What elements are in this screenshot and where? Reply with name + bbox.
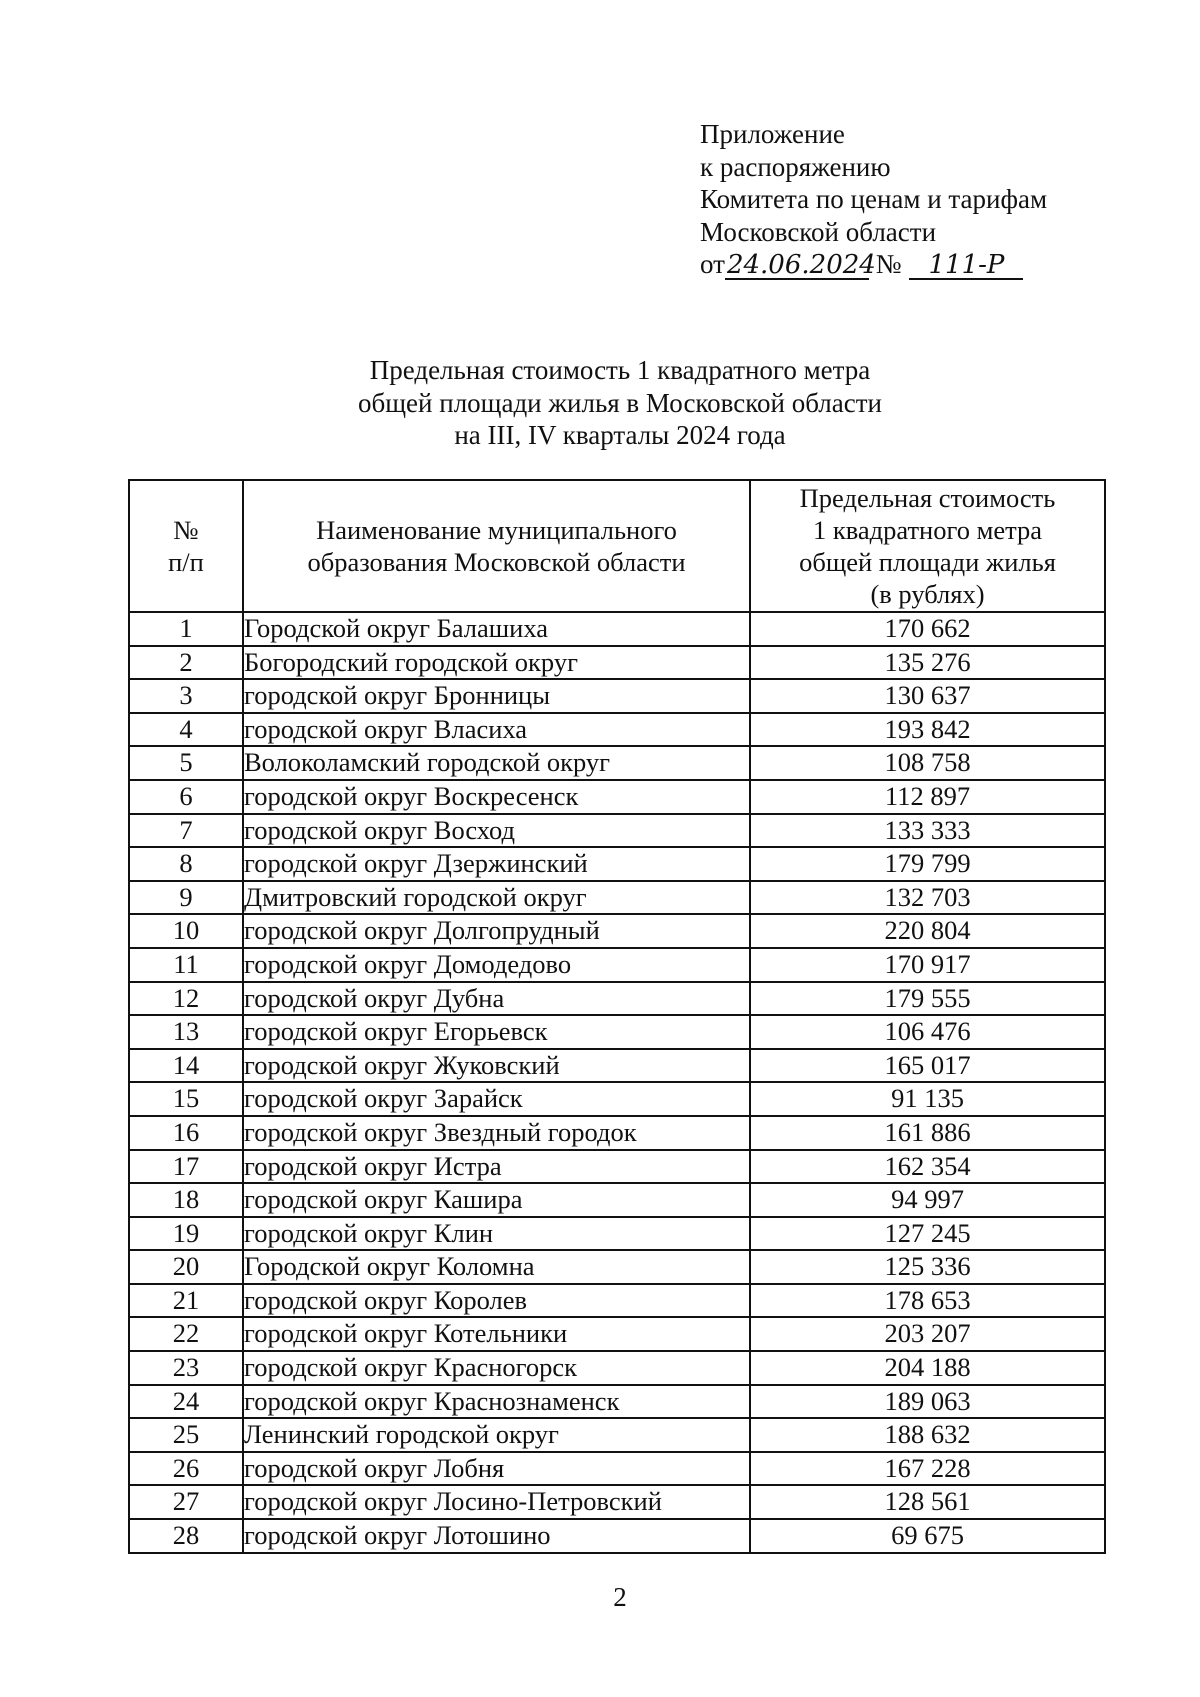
municipality-name: Дмитровский городской округ <box>243 881 750 915</box>
table-row <box>129 1082 1105 1116</box>
municipality-name: Богородский городской округ <box>243 646 750 680</box>
header-num-line: № <box>173 515 199 545</box>
municipality-name: городской округ Воскресенск <box>243 780 750 814</box>
table-row <box>129 612 1105 646</box>
table-row <box>129 948 1105 982</box>
price-value: 179 555 <box>750 982 1105 1016</box>
price-value: 91 135 <box>750 1082 1105 1116</box>
header-name-line: Наименование муниципального <box>316 515 677 545</box>
row-number: 24 <box>129 1385 243 1419</box>
row-number: 19 <box>129 1217 243 1251</box>
table-row <box>129 1519 1105 1553</box>
table-row <box>129 881 1105 915</box>
municipality-name: городской округ Дзержинский <box>243 847 750 881</box>
date-prefix: от <box>700 249 725 279</box>
price-value: 203 207 <box>750 1317 1105 1351</box>
table-row <box>129 1150 1105 1184</box>
table-row <box>129 814 1105 848</box>
appendix-line: к распоряжению <box>700 151 891 182</box>
price-value: 133 333 <box>750 814 1105 848</box>
row-number: 23 <box>129 1351 243 1385</box>
row-number: 3 <box>129 679 243 713</box>
row-number: 4 <box>129 713 243 747</box>
row-number: 6 <box>129 780 243 814</box>
row-number: 17 <box>129 1150 243 1184</box>
table-row <box>129 646 1105 680</box>
price-value: 165 017 <box>750 1049 1105 1083</box>
row-number: 7 <box>129 814 243 848</box>
table-row <box>129 713 1105 747</box>
table-row <box>129 1485 1105 1519</box>
title-line: на III, IV кварталы 2024 года <box>454 420 786 450</box>
municipality-name: городской округ Лотошино <box>243 1519 750 1553</box>
price-value: 178 653 <box>750 1284 1105 1318</box>
municipality-name: городской округ Истра <box>243 1150 750 1184</box>
table-row <box>129 847 1105 881</box>
municipality-name: городской округ Краснознаменск <box>243 1385 750 1419</box>
row-number: 14 <box>129 1049 243 1083</box>
table-row <box>129 1351 1105 1385</box>
row-number: 12 <box>129 982 243 1016</box>
price-value: 189 063 <box>750 1385 1105 1419</box>
price-value: 135 276 <box>750 646 1105 680</box>
appendix-date-line <box>700 248 1047 281</box>
price-table <box>128 479 1106 1554</box>
municipality-name: городской округ Кашира <box>243 1183 750 1217</box>
price-value: 220 804 <box>750 914 1105 948</box>
row-number: 8 <box>129 847 243 881</box>
price-value: 188 632 <box>750 1418 1105 1452</box>
table-row <box>129 1385 1105 1419</box>
municipality-name: городской округ Бронницы <box>243 679 750 713</box>
price-value: 94 997 <box>750 1183 1105 1217</box>
price-value: 193 842 <box>750 713 1105 747</box>
appendix-line: Приложение <box>700 119 845 149</box>
header-value-line: (в рублях) <box>870 579 985 609</box>
row-number: 20 <box>129 1250 243 1284</box>
header-value-line: Предельная стоимость <box>799 483 1056 513</box>
header-name <box>243 480 750 612</box>
page-number: 2 <box>613 1582 627 1612</box>
row-number: 25 <box>129 1418 243 1452</box>
handwritten-number: 111-Р <box>909 252 1023 280</box>
title-line: Предельная стоимость 1 квадратного метра <box>369 355 871 385</box>
municipality-name: городской округ Котельники <box>243 1317 750 1351</box>
table-row <box>129 982 1105 1016</box>
price-value: 69 675 <box>750 1519 1105 1553</box>
municipality-name: городской округ Дубна <box>243 982 750 1016</box>
price-value: 132 703 <box>750 881 1105 915</box>
row-number: 9 <box>129 881 243 915</box>
table-row <box>129 1049 1105 1083</box>
municipality-name: Городской округ Балашиха <box>243 612 750 646</box>
row-number: 2 <box>129 646 243 680</box>
municipality-name: Ленинский городской округ <box>243 1418 750 1452</box>
table-row <box>129 1217 1105 1251</box>
number-prefix: № <box>875 249 902 279</box>
table-body <box>129 612 1105 1553</box>
appendix-line: Комитета по ценам и тарифам <box>700 184 1048 214</box>
header-num-line: п/п <box>168 547 204 577</box>
municipality-name: городской округ Звездный городок <box>243 1116 750 1150</box>
handwritten-date: 24.06.2024 <box>726 250 876 280</box>
header-value-line: общей площади жилья <box>799 547 1056 577</box>
header-value-line: 1 квадратного метра <box>812 515 1043 545</box>
price-value: 125 336 <box>750 1250 1105 1284</box>
table-row <box>129 780 1105 814</box>
municipality-name: городской округ Красногорск <box>243 1351 750 1385</box>
price-value: 161 886 <box>750 1116 1105 1150</box>
table-row <box>129 1317 1105 1351</box>
table-row <box>129 679 1105 713</box>
appendix-line: Московской области <box>700 216 937 247</box>
municipality-name: городской округ Домодедово <box>243 948 750 982</box>
row-number: 26 <box>129 1452 243 1486</box>
row-number: 10 <box>129 914 243 948</box>
municipality-name: городской округ Жуковский <box>243 1049 750 1083</box>
table-row <box>129 1183 1105 1217</box>
table-row <box>129 1418 1105 1452</box>
header-num <box>129 480 243 612</box>
municipality-name: Городской округ Коломна <box>243 1250 750 1284</box>
price-value: 112 897 <box>750 780 1105 814</box>
row-number: 11 <box>129 948 243 982</box>
header-value <box>750 480 1105 612</box>
price-value: 127 245 <box>750 1217 1105 1251</box>
municipality-name: городской округ Клин <box>243 1217 750 1251</box>
row-number: 5 <box>129 746 243 780</box>
municipality-name: городской округ Зарайск <box>243 1082 750 1116</box>
appendix-block <box>700 118 1047 281</box>
row-number: 16 <box>129 1116 243 1150</box>
row-number: 15 <box>129 1082 243 1116</box>
municipality-name: Волоколамский городской округ <box>243 746 750 780</box>
title-line: общей площади жилья в Московской области <box>358 387 882 418</box>
row-number: 1 <box>129 612 243 646</box>
row-number: 18 <box>129 1183 243 1217</box>
municipality-name: городской округ Лобня <box>243 1452 750 1486</box>
price-value: 162 354 <box>750 1150 1105 1184</box>
table-row <box>129 1452 1105 1486</box>
table-row <box>129 1116 1105 1150</box>
municipality-name: городской округ Королев <box>243 1284 750 1318</box>
document-title <box>0 354 1200 452</box>
table-header-row <box>129 480 1105 612</box>
row-number: 21 <box>129 1284 243 1318</box>
municipality-name: городской округ Лосино-Петровский <box>243 1485 750 1519</box>
price-value: 106 476 <box>750 1015 1105 1049</box>
table-row <box>129 1250 1105 1284</box>
table-row <box>129 914 1105 948</box>
price-value: 108 758 <box>750 746 1105 780</box>
price-value: 130 637 <box>750 679 1105 713</box>
price-value: 170 662 <box>750 612 1105 646</box>
table-row <box>129 1284 1105 1318</box>
row-number: 27 <box>129 1485 243 1519</box>
price-value: 128 561 <box>750 1485 1105 1519</box>
municipality-name: городской округ Власиха <box>243 713 750 747</box>
table-row <box>129 746 1105 780</box>
row-number: 22 <box>129 1317 243 1351</box>
municipality-name: городской округ Долгопрудный <box>243 914 750 948</box>
price-value: 179 799 <box>750 847 1105 881</box>
header-name-line: образования Московской области <box>307 547 686 577</box>
price-value: 167 228 <box>750 1452 1105 1486</box>
row-number: 28 <box>129 1519 243 1553</box>
price-value: 170 917 <box>750 948 1105 982</box>
price-value: 204 188 <box>750 1351 1105 1385</box>
table-row <box>129 1015 1105 1049</box>
municipality-name: городской округ Восход <box>243 814 750 848</box>
row-number: 13 <box>129 1015 243 1049</box>
municipality-name: городской округ Егорьевск <box>243 1015 750 1049</box>
